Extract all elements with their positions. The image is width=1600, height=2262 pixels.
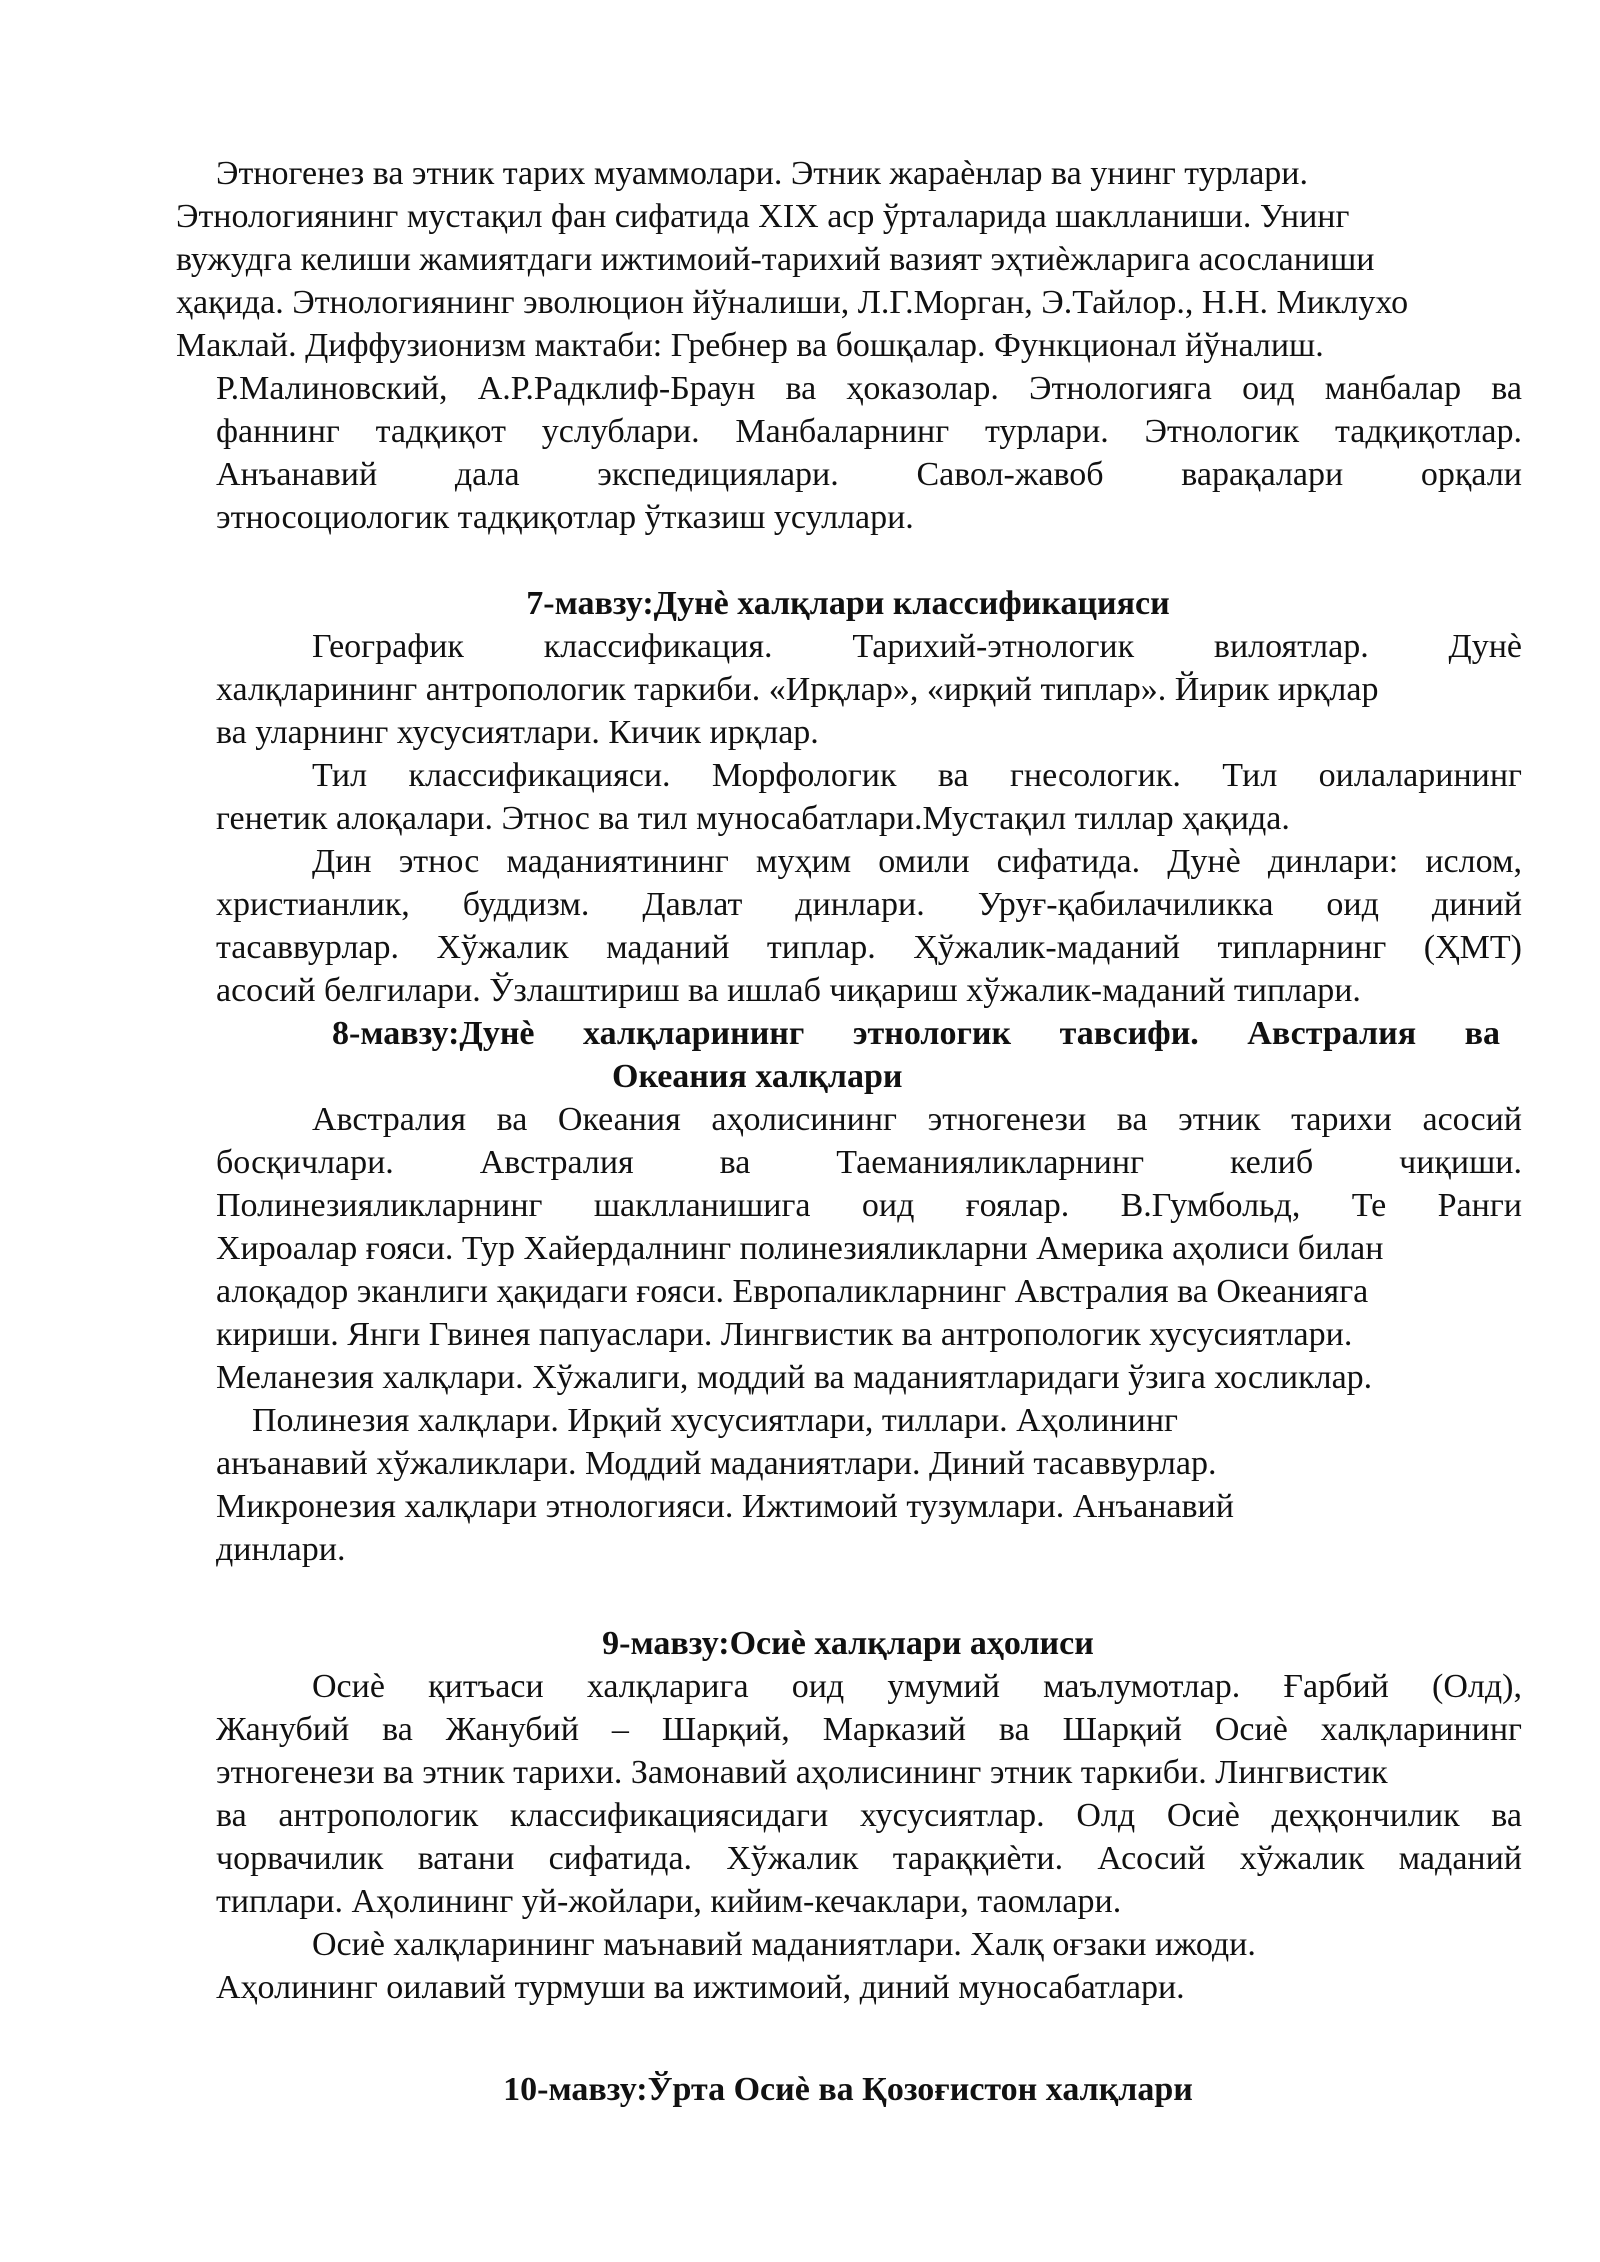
text-line: Этногенез ва этник тарих муаммолари. Этник жараѐнлар ва унинг турлари. [216, 155, 1309, 192]
text-line: Полинезияликларнинг шаклланишига оид ғоялар. В.Гумбольд, Те Ранги [216, 1187, 1522, 1224]
text-line: Полинезия халқлари. Ирқий хусусиятлари, тиллари. Аҳолининг [252, 1402, 1178, 1439]
text-line: ва антропологик классификациясидаги хусусиятлар. Олд Осиѐ деҳқончилик ва [216, 1797, 1522, 1834]
text-line: типлари. Аҳолининг уй-жойлари, кийим-кечаклари, таомлари. [216, 1883, 1122, 1920]
topic-10-heading: 10-мавзу:Ўрта Осиѐ ва Қозоғистон халқлари [503, 2071, 1193, 2108]
text-line: Р.Малиновский, А.Р.Радклиф-Браун ва ҳоказолар. Этнологияга оид манбалар ва [216, 370, 1522, 407]
text-line: халқларининг антропологик таркиби. «Ирқлар», «ирқий типлар». Йирик ирқлар [216, 671, 1379, 708]
topic-8-heading: 8-мавзу:Дунѐ халқларининг этнологик тавсифи. Австралия ва [332, 1015, 1500, 1052]
text-line: этногенези ва этник тарихи. Замонавий аҳолисининг этник таркиби. Лингвистик [216, 1754, 1388, 1791]
text-line: кириши. Янги Гвинея папуаслари. Лингвистик ва антропологик хусусиятлари. [216, 1316, 1353, 1353]
text-line: тасаввурлар. Хўжалик маданий типлар. Ҳўжалик-маданий типларнинг (ҲМТ) [216, 929, 1522, 966]
text-line: анъанавий хўжаликлари. Моддий маданиятлари. Диний тасаввурлар. [216, 1445, 1217, 1482]
text-line: Хироалар ғояси. Тур Хайердалнинг полинезияликларни Америка аҳолиси билан [216, 1230, 1384, 1267]
text-line: христианлик, буддизм. Давлат динлари. Уруғ-қабилачиликка оид диний [216, 886, 1522, 923]
text-line: Дин этнос маданиятининг муҳим омили сифатида. Дунѐ динлари: ислом, [312, 843, 1522, 880]
text-line: вужудга келиши жамиятдаги ижтимоий-тарихий вазият эҳтиѐжларига асосланиши [176, 241, 1375, 278]
text-line: Осиѐ халқларининг маънавий маданиятлари. Халқ оғзаки ижоди. [312, 1926, 1256, 1963]
topic-8-heading-cont: Океания халқлари [612, 1058, 903, 1095]
text-line: асосий белгилари. Ўзлаштириш ва ишлаб чиқариш хўжалик-маданий типлари. [216, 972, 1361, 1009]
text-line: босқичлари. Австралия ва Таеманияликларнинг келиб чиқиши. [216, 1144, 1522, 1181]
text-line: фаннинг тадқиқот услублари. Манбаларнинг турлари. Этнологик тадқиқотлар. [216, 413, 1522, 450]
text-line: алоқадор эканлиги ҳақидаги ғояси. Европаликларнинг Австралия ва Океанияга [216, 1273, 1369, 1310]
text-line: генетик алоқалари. Этнос ва тил муносабатлари.Мустақил тиллар ҳақида. [216, 800, 1290, 837]
topic-9-heading: 9-мавзу:Осиѐ халқлари аҳолиси [602, 1625, 1094, 1662]
text-line: Аҳолининг оилавий турмуши ва ижтимоий, диний муносабатлари. [216, 1969, 1185, 2006]
text-line: чорвачилик ватани сифатида. Хўжалик тараққиѐти. Асосий хўжалик маданий [216, 1840, 1522, 1877]
text-line: Тил классификацияси. Морфологик ва гнесологик. Тил оилаларининг [312, 757, 1522, 794]
text-line: Анъанавий дала экспедициялари. Савол-жавоб варақалари орқали [216, 456, 1522, 493]
text-line: этносоциологик тадқиқотлар ўтказиш усуллари. [216, 499, 914, 536]
text-line: Микронезия халқлари этнологияси. Ижтимоий тузумлари. Анъанавий [216, 1488, 1234, 1525]
text-line: Осиѐ қитъаси халқларига оид умумий маълумотлар. Ғарбий (Олд), [312, 1668, 1522, 1705]
text-line: Этнологиянинг мустақил фан сифатида XIX аср ўрталарида шаклланиши. Унинг [176, 198, 1350, 235]
text-line: ва уларнинг хусусиятлари. Кичик ирқлар. [216, 714, 819, 751]
text-line: динлари. [216, 1531, 346, 1568]
text-line: Жанубий ва Жанубий – Шарқий, Марказий ва Шарқий Осиѐ халқларининг [216, 1711, 1522, 1748]
text-line: Австралия ва Океания аҳолисининг этногенези ва этник тарихи асосий [312, 1101, 1522, 1138]
text-line: ҳақида. Этнологиянинг эволюцион йўналиши, Л.Г.Морган, Э.Тайлор., Н.Н. Миклухо [176, 284, 1409, 321]
text-line: Меланезия халқлари. Хўжалиги, моддий ва маданиятларидаги ўзига хосликлар. [216, 1359, 1373, 1396]
topic-7-heading: 7-мавзу:Дунѐ халқлари классификацияси [526, 585, 1170, 622]
text-line: Маклай. Диффузионизм мактаби: Гребнер ва бошқалар. Функционал йўналиш. [176, 327, 1324, 364]
text-line: Географик классификация. Тарихий-этнологик вилоятлар. Дунѐ [312, 628, 1522, 665]
